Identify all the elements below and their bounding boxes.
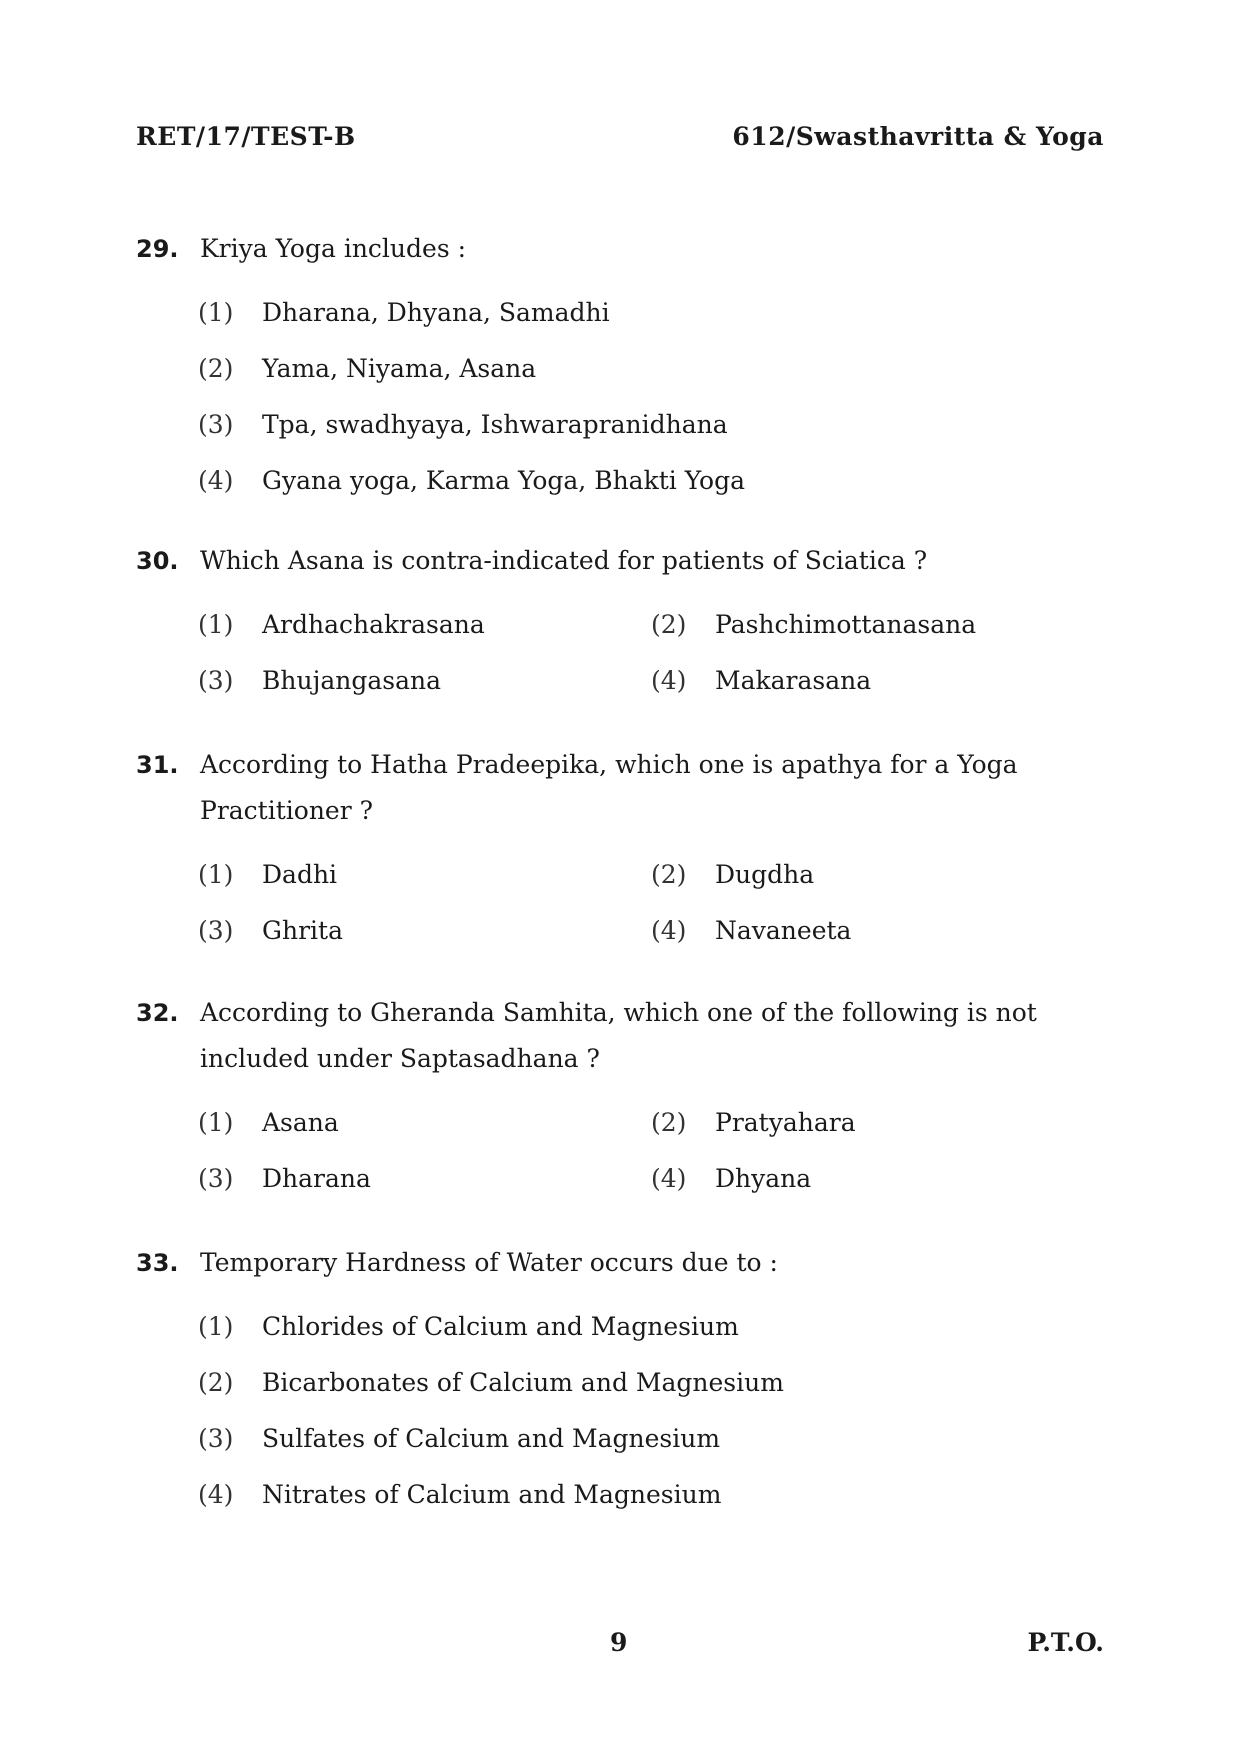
- question-text: Kriya Yoga includes :: [200, 234, 467, 263]
- option-4: (4) Nitrates of Calcium and Magnesium: [198, 1479, 722, 1509]
- question-32: [136, 990, 1104, 1206]
- option-4: (4) Dhyana: [651, 1163, 812, 1193]
- option-list: [136, 1298, 1104, 1522]
- option-list: [136, 284, 1104, 508]
- option-4: (4) Gyana yoga, Karma Yoga, Bhakti Yoga: [198, 465, 746, 495]
- question-number: 30.: [136, 547, 179, 575]
- question-30: [136, 538, 1104, 708]
- page-number: 9: [610, 1628, 628, 1657]
- header-subject: 612/Swasthavritta & Yoga: [732, 122, 1104, 151]
- option-2: (2) Pashchimottanasana: [651, 609, 977, 639]
- option-1: (1) Chlorides of Calcium and Magnesium: [198, 1311, 739, 1341]
- option-1: (1) Dadhi: [198, 859, 338, 889]
- option-grid: [136, 1094, 1104, 1206]
- option-2: (2) Dugdha: [651, 859, 815, 889]
- option-3: (3) Bhujangasana: [198, 665, 441, 695]
- question-31: [136, 742, 1104, 958]
- question-text: Which Asana is contra-indicated for patients of Sciatica ?: [200, 546, 928, 575]
- option-3: (3) Dharana: [198, 1163, 371, 1193]
- question-text-line-1: According to Hatha Pradeepika, which one is apathya for a Yoga: [200, 750, 1018, 779]
- question-text: Temporary Hardness of Water occurs due to :: [200, 1248, 778, 1277]
- option-2: (2) Yama, Niyama, Asana: [198, 353, 537, 383]
- option-grid: [136, 846, 1104, 958]
- question-number: 33.: [136, 1249, 179, 1277]
- pto-label: P.T.O.: [1027, 1628, 1104, 1657]
- question-text-line-2: Practitioner ?: [200, 796, 374, 825]
- option-3: (3) Ghrita: [198, 915, 343, 945]
- option-4: (4) Makarasana: [651, 665, 872, 695]
- header-code: RET/17/TEST-B: [136, 122, 356, 151]
- question-number: 31.: [136, 751, 179, 779]
- question-33: [136, 1240, 1104, 1522]
- question-text-line-1: According to Gheranda Samhita, which one of the following is not: [200, 998, 1037, 1027]
- option-1: (1) Dharana, Dhyana, Samadhi: [198, 297, 610, 327]
- option-2: (2) Bicarbonates of Calcium and Magnesium: [198, 1367, 784, 1397]
- option-3: (3) Sulfates of Calcium and Magnesium: [198, 1423, 721, 1453]
- question-number: 29.: [136, 235, 179, 263]
- option-2: (2) Pratyahara: [651, 1107, 856, 1137]
- option-1: (1) Ardhachakrasana: [198, 609, 485, 639]
- option-4: (4) Navaneeta: [651, 915, 852, 945]
- option-3: (3) Tpa, swadhyaya, Ishwarapranidhana: [198, 409, 728, 439]
- option-1: (1) Asana: [198, 1107, 339, 1137]
- question-number: 32.: [136, 999, 179, 1027]
- option-grid: [136, 596, 1104, 708]
- question-text-line-2: included under Saptasadhana ?: [200, 1044, 600, 1073]
- question-29: [136, 226, 1104, 508]
